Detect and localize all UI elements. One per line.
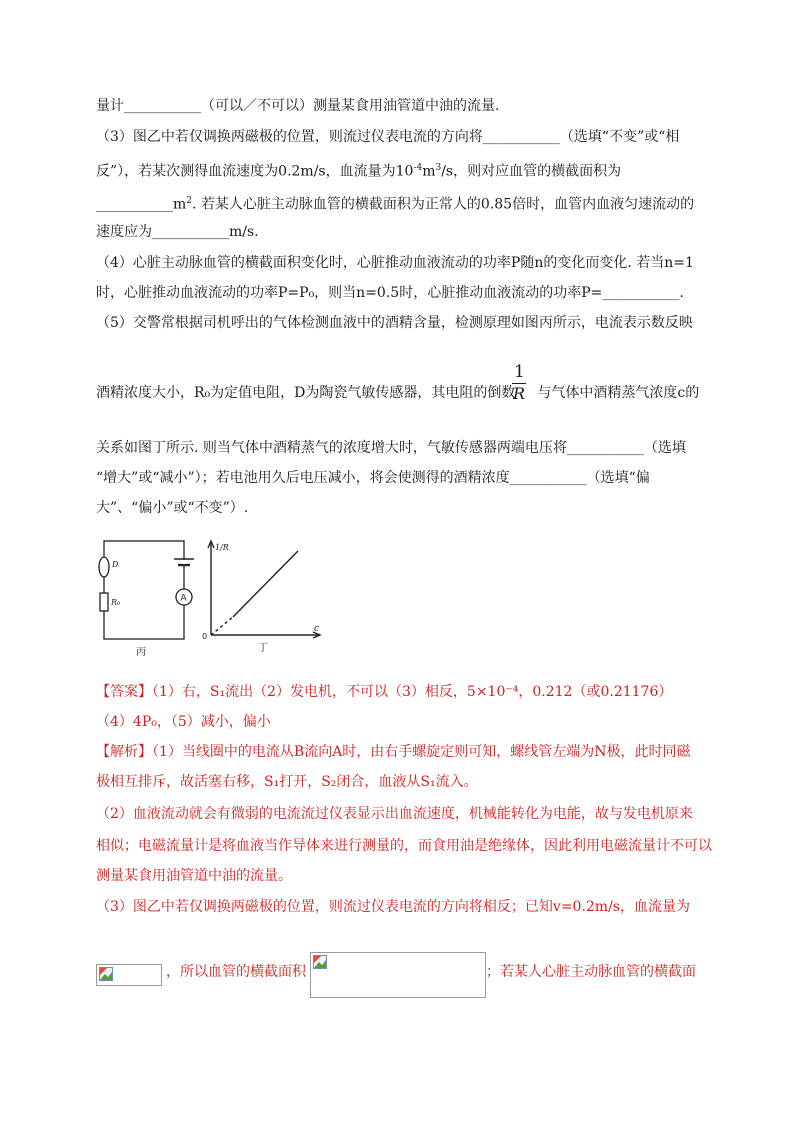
line3-exp-b: 3 bbox=[435, 163, 442, 173]
question-line-7: 时，心脏推动血液流动的功率P=P₀，则当n=0.5时，心脏推动血液流动的功率P=___________. bbox=[96, 285, 684, 301]
line4-exp: 2 bbox=[186, 196, 193, 206]
broken-image-2 bbox=[310, 952, 486, 998]
question-line-10: 关系如图丁所示. 则当气体中酒精蒸气的浓度增大时，气敏传感器两端电压将___________（选填 bbox=[96, 440, 686, 456]
caption-bing: 丙 bbox=[136, 647, 146, 658]
line3-part-a: 反”），若某次测得血流速度为0.2m/s，血流量为10 bbox=[96, 163, 414, 180]
question-line-1: 量计___________（可以／不可以）测量某食用油管道中油的流量. bbox=[96, 98, 500, 114]
analysis-line-6: （3）图乙中若仅调换两磁极的位置，则流过仪表电流的方向将相反；已知v=0.2m/s，血流量为 bbox=[96, 899, 690, 915]
question-line-2: （3）图乙中若仅调换两磁极的位置，则流过仪表电流的方向将___________（选填“不变”或“相 bbox=[96, 129, 680, 145]
question-line-8: （5）交警常根据司机呼出的气体检测血液中的酒精含量，检测原理如图丙所示，电流表示数反映 bbox=[96, 315, 693, 331]
x-axis-label: c bbox=[314, 624, 320, 634]
question-line-11: “增大”或“减小”）；若电池用久后电压减小，将会使测得的酒精浓度___________（选填“偏 bbox=[96, 470, 650, 486]
line3-part-b: m bbox=[422, 163, 436, 180]
answer-line-2: （4）4P₀，（5）减小，偏小 bbox=[96, 714, 271, 730]
ammeter-label: A bbox=[180, 593, 187, 604]
analysis-line-7a: ，所以血管的横截面积 bbox=[166, 964, 306, 980]
question-line-3 bbox=[96, 158, 621, 182]
line4-part-b: . 若某人心脏主动脉血管的横截面积为正常人的0.85倍时，血管内血液匀速流动的 bbox=[192, 196, 695, 213]
circuit-diagram-bing bbox=[99, 541, 194, 639]
question-line-12: 大”、“偏小”或“不变”）. bbox=[96, 500, 249, 516]
answer-line-1: 【答案】（1）右，S₁流出（2）发电机，不可以（3）相反，5×10⁻⁴，0.212（或0.21176） bbox=[96, 684, 673, 700]
resistor-r0 bbox=[100, 593, 108, 611]
analysis-line-4: 相似；电磁流量计是将血液当作导体来进行测量的，而食用油是绝缘体，因此利用电磁流量计不可以 bbox=[96, 838, 712, 854]
analysis-line-1: 【解析】（1）当线圈中的电流从B流向A时，由右手螺旋定则可知，螺线管左端为N极，此时同磁 bbox=[96, 744, 691, 760]
broken-image-icon bbox=[99, 967, 113, 981]
label-d: D bbox=[112, 560, 119, 569]
origin-label: 0 bbox=[202, 632, 208, 641]
line9-part-b: 与气体中酒精蒸气浓度c的 bbox=[537, 385, 700, 401]
line4-part-a: ___________m bbox=[96, 196, 187, 213]
line3-part-c: /s，则对应血管的横截面积为 bbox=[441, 163, 622, 180]
analysis-line-5: 测量某食用油管道中油的流量。 bbox=[96, 868, 292, 884]
line9-part-a: 酒精浓度大小，R₀为定值电阻，D为陶瓷气敏传感器，其电阻的倒数 bbox=[96, 385, 516, 401]
label-r0: R₀ bbox=[111, 598, 121, 607]
question-line-5: 速度应为___________m/s. bbox=[96, 224, 259, 240]
broken-image-icon bbox=[313, 955, 327, 969]
circuit-wire-loop bbox=[104, 541, 184, 639]
analysis-line-3: （2）血液流动就会有微弱的电流流过仪表显示出血流速度，机械能转化为电能，故与发电机原来 bbox=[96, 806, 693, 822]
dashed-segment bbox=[211, 617, 233, 635]
graph-line bbox=[233, 551, 298, 617]
analysis-line-7b: ；若某人心脏主动脉血管的横截面 bbox=[486, 964, 696, 980]
broken-image-1 bbox=[96, 964, 162, 986]
graph-ding bbox=[208, 541, 320, 638]
fraction-denominator: R bbox=[513, 384, 526, 403]
question-line-4 bbox=[96, 191, 694, 215]
analysis-line-2: 极相互排斥，故活塞右移，S₁打开，S₂闭合，血液从S₁流入。 bbox=[96, 774, 478, 790]
question-line-9 bbox=[96, 383, 699, 403]
fraction-numerator: 1 bbox=[514, 362, 525, 382]
line3-exp-a: -4 bbox=[413, 163, 423, 173]
sensor-d bbox=[99, 557, 109, 577]
figures-bing-ding bbox=[98, 535, 348, 665]
question-line-6: （4）心脏主动脉血管的横截面积变化时，心脏推动血液流动的功率P随n的变化而变化. 若当n=1 bbox=[96, 255, 694, 271]
caption-ding: 丁 bbox=[258, 643, 268, 654]
y-axis-label: 1/R bbox=[215, 543, 229, 552]
